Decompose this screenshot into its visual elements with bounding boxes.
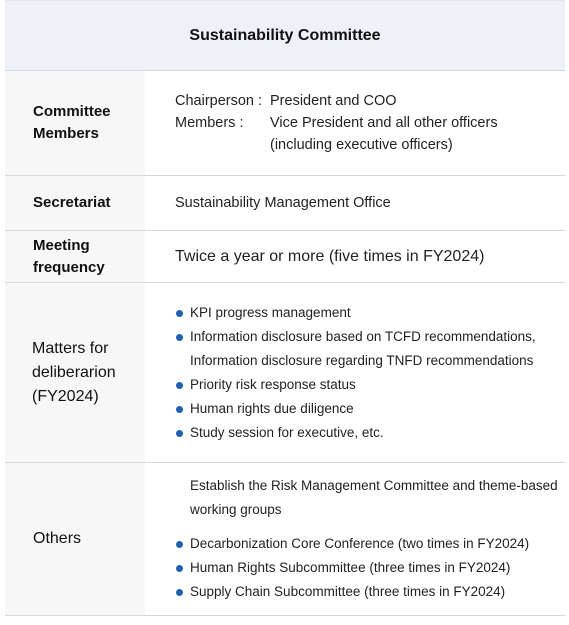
list-item: Information disclosure based on TCFD recommendations, Information disclosure regarding TNFD recommendations [175,325,536,373]
content-matters [145,283,565,462]
content-meeting-frequency [145,231,565,282]
content-secretariat [145,176,565,230]
list-item: Decarbonization Core Conference (two times in FY2024) [175,532,558,556]
label-matters: Matters for deliberarion (FY2024) [5,283,145,462]
members-value-continued: (including executive officers) [270,137,453,153]
row-committee-members [5,71,565,176]
label-committee-members: Committee Members [5,71,145,175]
members-key: Members : [175,115,244,131]
meeting-frequency-value: Twice a year or more (five times in FY2024) [175,247,485,265]
committee-table [5,0,565,616]
secretariat-value: Sustainability Management Office [175,195,391,211]
row-matters [5,283,565,463]
chairperson-value: President and COO [270,93,397,109]
content-committee-members [145,71,565,175]
row-others [5,463,565,616]
list-item: Study session for executive, etc. [175,421,536,445]
list-item: KPI progress management [175,301,536,325]
label-others: Others [5,463,145,615]
list-item: Human Rights Subcommittee (three times in FY2024) [175,556,558,580]
chairperson-line [175,90,498,112]
others-intro: Establish the Risk Management Committee and theme-based working groups [190,478,558,517]
list-item: Human rights due diligence [175,397,536,421]
matters-list [175,301,536,445]
list-item: Priority risk response status [175,373,536,397]
content-others [145,463,565,615]
label-secretariat: Secretariat [5,176,145,230]
members-line [175,112,498,134]
row-meeting-frequency [5,231,565,283]
table-title: Sustainability Committee [5,0,565,71]
chairperson-key: Chairperson : [175,93,263,109]
row-secretariat [5,176,565,231]
list-item: Supply Chain Subcommittee (three times in FY2024) [175,580,558,604]
members-value: Vice President and all other officers [270,115,498,131]
label-meeting-frequency: Meeting frequency [5,231,145,282]
others-list [175,532,558,604]
